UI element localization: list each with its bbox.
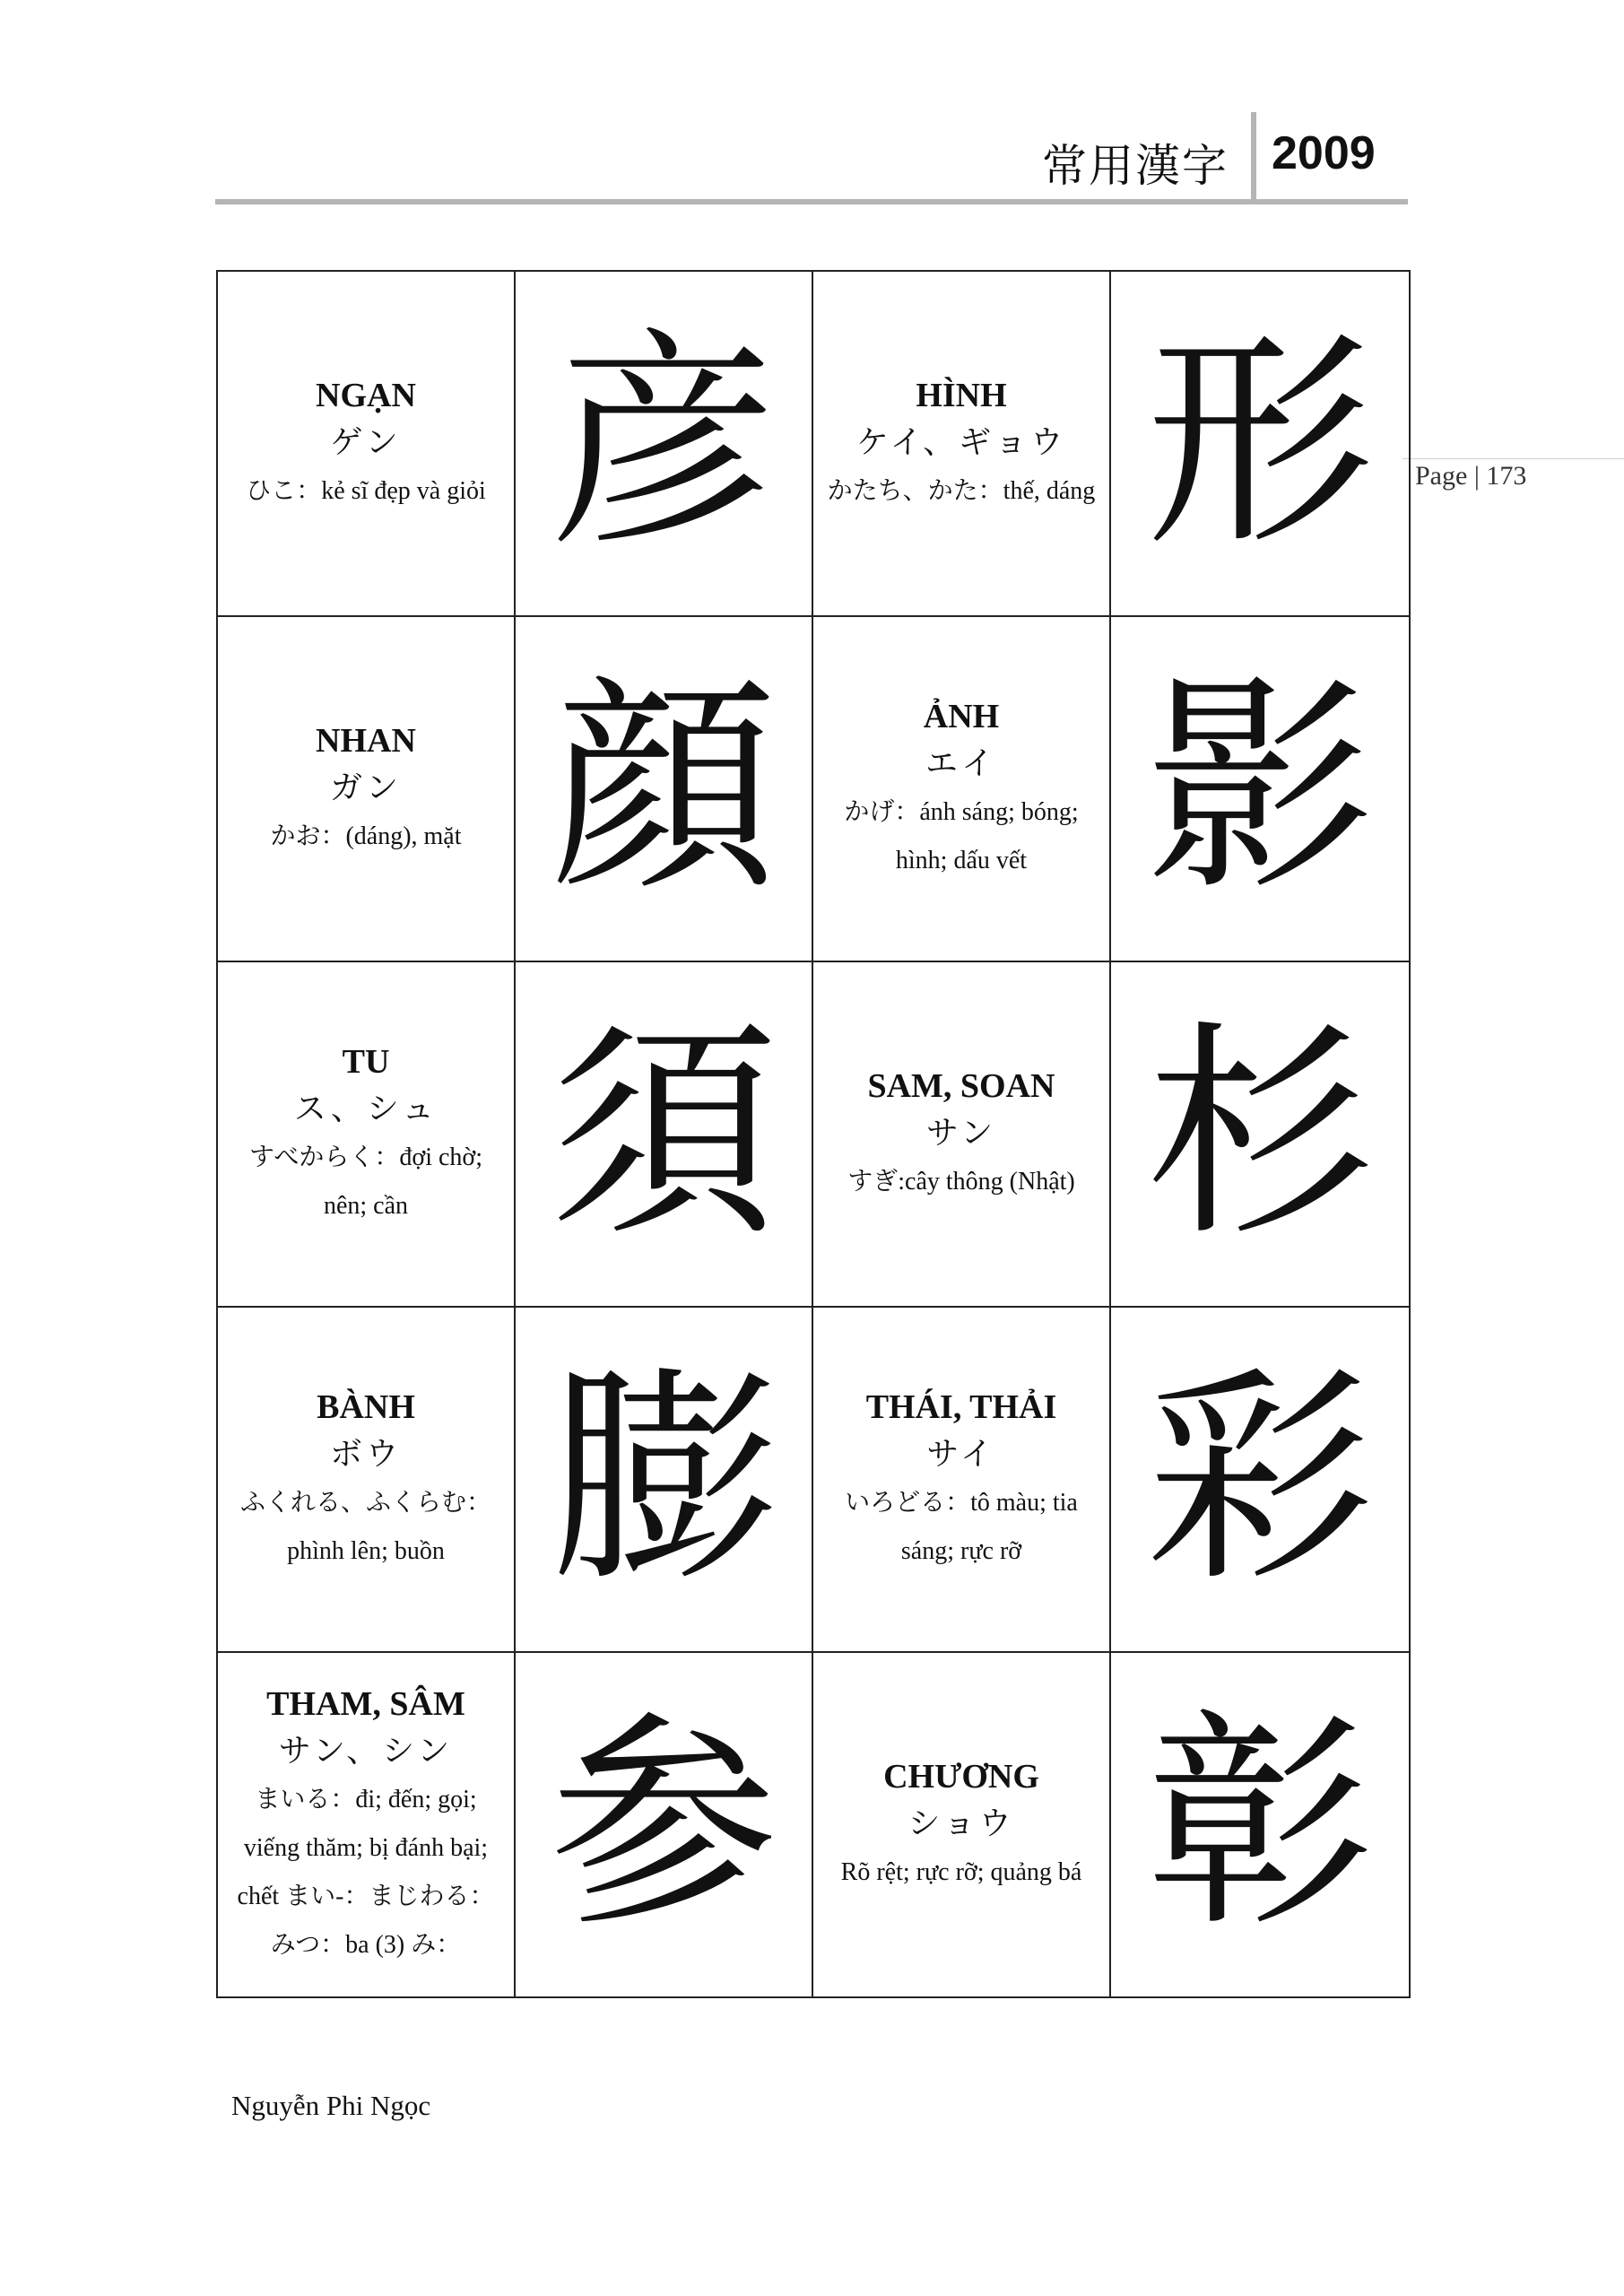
header-year: 2009 (1272, 127, 1376, 179)
kanji-info-cell (812, 616, 1110, 961)
kanji-glyph-cell (1110, 271, 1410, 616)
kanji-glyph-cell (1110, 961, 1410, 1307)
reading: BÀNH (317, 1387, 415, 1426)
kanji-glyph-cell (515, 1307, 812, 1652)
kanji-info-cell (217, 1307, 515, 1652)
kana-reading: ボウ (329, 1435, 402, 1473)
kanji-info-cell (217, 616, 515, 961)
kanji-glyph: 彩 (1145, 1346, 1375, 1613)
meaning: ふくれる、ふくらむ：phình lên; buồn (239, 1488, 491, 1565)
kanji-glyph: 杉 (1145, 1001, 1375, 1267)
kanji-glyph-cell (515, 616, 812, 961)
kana-reading: サン、シン (278, 1732, 454, 1770)
kanji-info-cell (217, 271, 515, 616)
reading: TU (342, 1042, 390, 1081)
kanji-glyph-cell (515, 961, 812, 1307)
kanji-info-cell (812, 961, 1110, 1307)
kanji-info-cell (812, 271, 1110, 616)
meaning: ひこ：kẻ sĩ đẹp và giỏi (246, 476, 486, 505)
meaning: いろどる：tô màu; tia sáng; rực rỡ (845, 1488, 1078, 1565)
grid-row (217, 271, 1410, 616)
reading: CHƯƠNG (883, 1757, 1039, 1796)
kana-reading: エイ (925, 744, 997, 782)
kana-reading: ゲン (330, 423, 402, 461)
kanji-glyph: 形 (1145, 310, 1375, 577)
kanji-info-cell (812, 1652, 1110, 1997)
kanji-glyph: 須 (549, 1001, 778, 1267)
reading: NHAN (316, 721, 416, 760)
reading: HÌNH (916, 376, 1007, 414)
reading: THAM, SÂM (266, 1684, 465, 1723)
grid-row (217, 1307, 1410, 1652)
reading: THÁI, THẢI (865, 1387, 1057, 1426)
meaning: かお：(dáng), mặt (270, 822, 462, 850)
reading: ẢNH (923, 697, 1000, 735)
kanji-glyph-cell (1110, 1652, 1410, 1997)
kanji-grid (216, 270, 1411, 1998)
grid-row (217, 961, 1410, 1307)
grid-row (217, 1652, 1410, 1997)
meaning: かたち、かた：thế, dáng (827, 476, 1096, 505)
kanji-glyph: 顔 (549, 656, 778, 922)
meaning: かげ：ánh sáng; bóng; hình; dấu vết (844, 797, 1079, 874)
kana-reading: ガン (329, 769, 402, 806)
page-number: Page | 173 (1415, 461, 1527, 491)
kanji-glyph: 彦 (549, 310, 778, 577)
reading: SAM, SOAN (867, 1066, 1055, 1105)
kanji-glyph: 彰 (1145, 1692, 1375, 1958)
kanji-glyph-cell (1110, 1307, 1410, 1652)
kanji-glyph-cell (1110, 616, 1410, 961)
kanji-glyph: 影 (1145, 656, 1375, 922)
header-separator (1251, 112, 1256, 199)
meaning: Rõ rệt; rực rỡ; quảng bá (840, 1857, 1082, 1886)
kanji-info-cell (217, 1652, 515, 1997)
kanji-glyph-cell (515, 1652, 812, 1997)
header-rule (215, 199, 1408, 204)
meaning: すぎ:cây thông (Nhật) (847, 1167, 1075, 1196)
kana-reading: ケイ、ギョウ (855, 423, 1067, 461)
page-number-rule (1403, 458, 1624, 459)
kana-reading: ショウ (908, 1805, 1015, 1842)
kanji-glyph: 参 (549, 1692, 778, 1958)
kanji-info-cell (217, 961, 515, 1307)
kana-reading: ス、シュ (293, 1090, 439, 1127)
meaning: まいる：đi; đến; gọi; viếng thăm; bị đánh bại; chết まい-：まじわる：みつ：ba (3) み： (237, 1785, 495, 1959)
meaning: すべからく：đợi chờ; nên; cần (248, 1143, 483, 1220)
reading: NGẠN (316, 376, 416, 414)
grid-row (217, 616, 1410, 961)
page-header (215, 112, 1408, 202)
kana-reading: サイ (926, 1435, 996, 1473)
kanji-glyph-cell (515, 271, 812, 616)
kana-reading: サン (925, 1114, 997, 1152)
kanji-glyph: 膨 (549, 1346, 778, 1613)
footer-author: Nguyễn Phi Ngọc (231, 2090, 431, 2121)
header-title: 常用漢字 (1042, 140, 1229, 192)
kanji-info-cell (812, 1307, 1110, 1652)
